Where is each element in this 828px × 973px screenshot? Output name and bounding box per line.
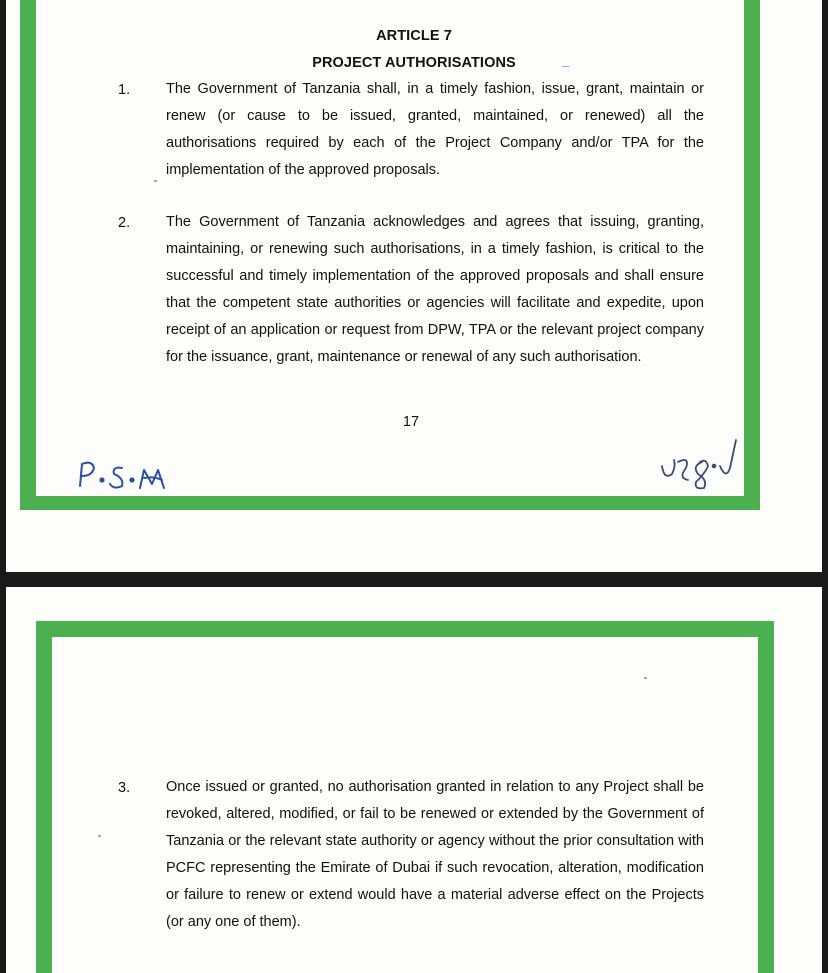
green-frame-right (744, 0, 760, 510)
clause-text: The Government of Tanzania shall, in a timely fashion, issue, grant, maintain or renew (or cause to be issued, granted, maintained, or renewed) all the authorisations required by each of the Project Company and/or TPA for the implementation of the approved proposals. (166, 81, 704, 178)
section-title: PROJECT AUTHORISATIONS (312, 55, 516, 71)
clause-number: 3. (118, 780, 131, 796)
green-frame-bottom (20, 496, 760, 510)
green-frame-left (36, 621, 52, 973)
clause-text: The Government of Tanzania acknowledges and agrees that issuing, granting, maintaining, or renewing such authorisations, in a timely fashion, is critical to the successful and timely implementation of the approved proposals and shall ensure that the competent state authorities or agencies will facilitate and expedite, upon receipt of an application or request from DPW, TPA or the relevant project company for the issuance, grant, maintenance or renewal of any such authorisation. (166, 214, 704, 365)
green-frame-top (36, 621, 774, 637)
clause-text: Once issued or granted, no authorisation granted in relation to any Project shall be revoked, altered, modified, or fail to be renewed or extended by the Government of Tanzania or the relevant state authority or agency without the prior consultation with PCFC representing the Emirate of Dubai if such revocation, alteration, modification or failure to renew or extend would have a material adverse effect on the Projects (or any one of them). (166, 779, 704, 930)
clause-number: 1. (118, 82, 131, 98)
handwritten-signature-right (656, 436, 746, 490)
green-frame-right (758, 621, 774, 973)
clause-number: 2. (118, 215, 131, 231)
article-title: ARTICLE 7 (376, 28, 452, 44)
scan-speck (154, 180, 157, 182)
green-frame-left (20, 0, 36, 510)
scan-speck (644, 677, 647, 679)
document-page-17 (6, 0, 822, 572)
page-number: 17 (402, 414, 420, 430)
document-page-18 (6, 587, 822, 973)
handwritten-initials-left (74, 456, 184, 496)
ink-mark: – (562, 58, 570, 73)
scan-speck (98, 835, 101, 837)
